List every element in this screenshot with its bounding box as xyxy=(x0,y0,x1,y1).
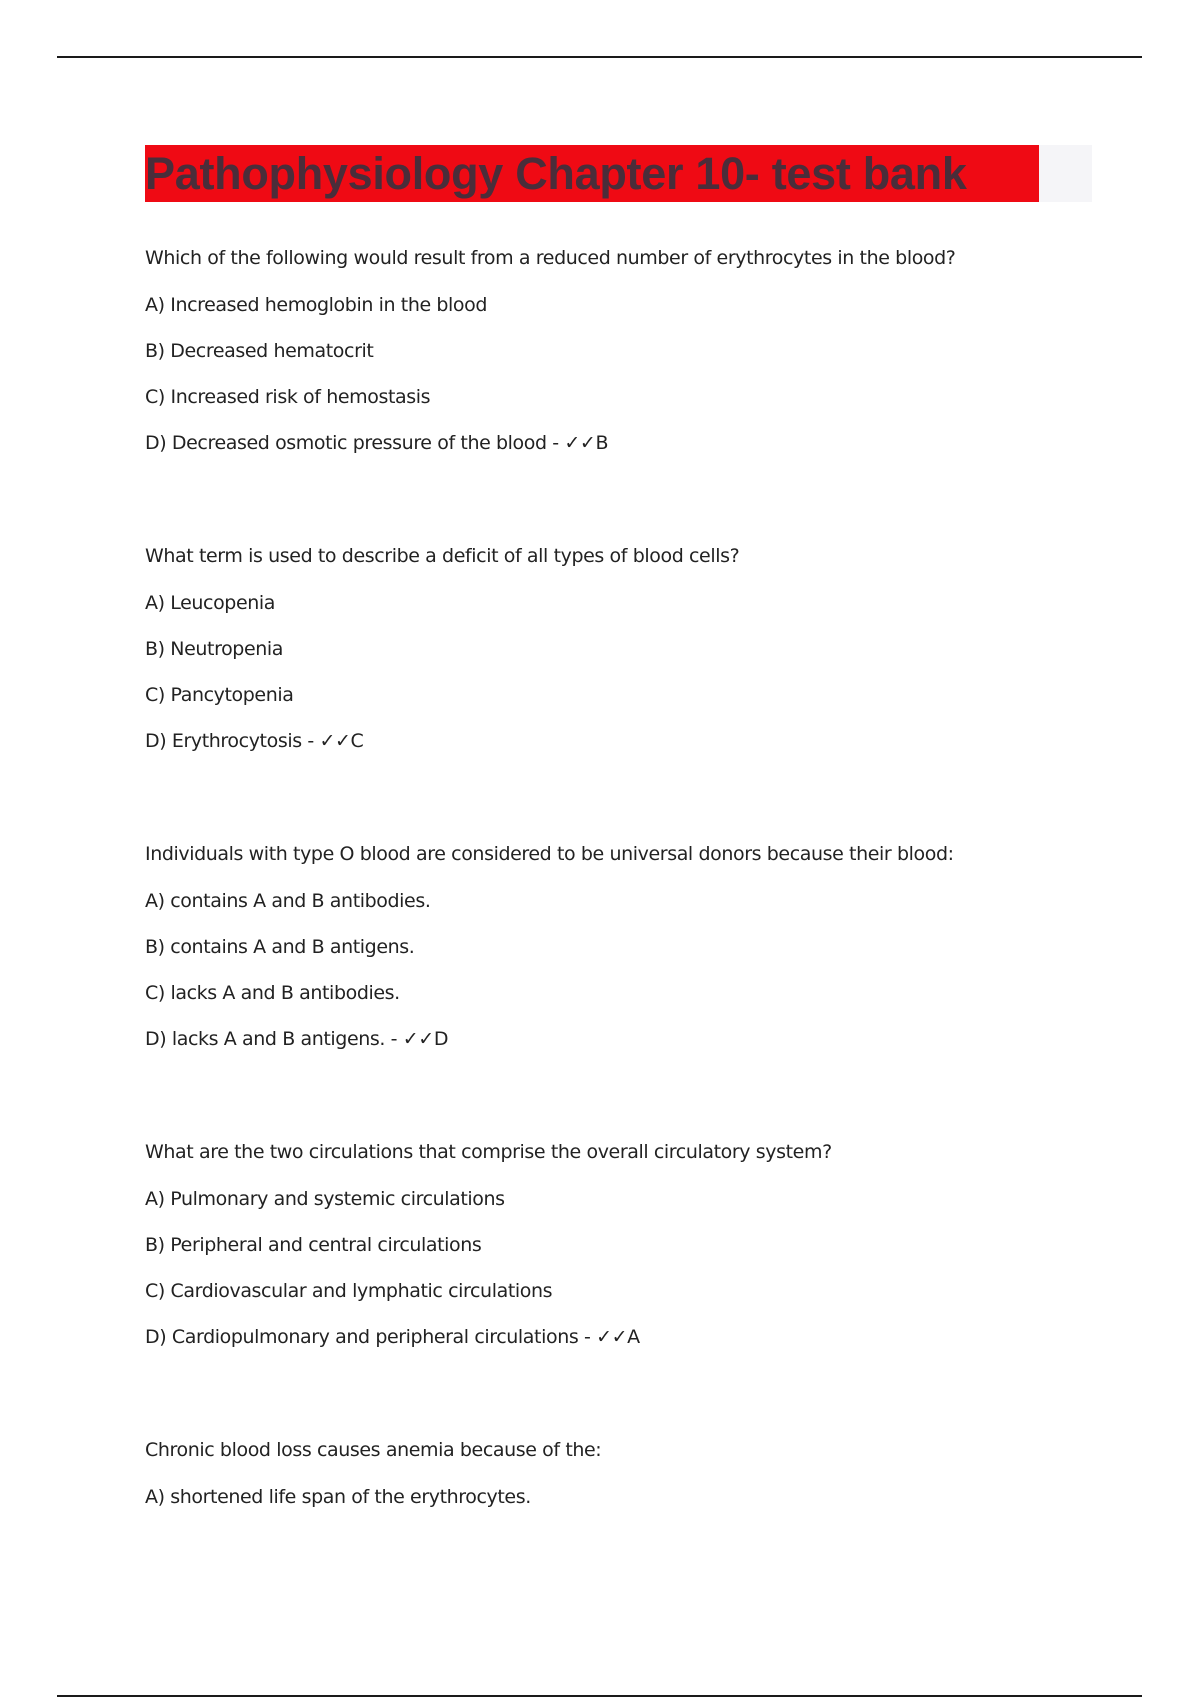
answer-option: A) Increased hemoglobin in the blood xyxy=(145,294,488,316)
question-block xyxy=(145,1439,1105,1508)
answer-option: C) Cardiovascular and lymphatic circulations xyxy=(145,1280,553,1302)
answer-option-with-key xyxy=(145,730,1105,752)
question-text: Individuals with type O blood are considered to be universal donors because their blood: xyxy=(145,843,954,865)
question-list xyxy=(145,247,1105,1599)
checkmark-icon: ✓✓ xyxy=(319,730,351,752)
checkmark-icon: ✓✓ xyxy=(596,1326,628,1348)
question-text: What are the two circulations that comprise the overall circulatory system? xyxy=(145,1141,832,1163)
answer-option: D) Decreased osmotic pressure of the blood - xyxy=(145,432,565,454)
answer-key: D xyxy=(433,1028,449,1050)
question-block xyxy=(145,843,1105,1050)
answer-option-with-key xyxy=(145,432,1105,454)
title-banner xyxy=(145,145,1092,202)
answer-option: B) Peripheral and central circulations xyxy=(145,1234,482,1256)
bottom-divider xyxy=(57,1695,1142,1697)
top-divider xyxy=(57,56,1142,58)
answer-option: B) contains A and B antigens. xyxy=(145,936,415,958)
question-text: Chronic blood loss causes anemia because of the: xyxy=(145,1439,602,1461)
question-text: Which of the following would result from a reduced number of erythrocytes in the blood? xyxy=(145,247,956,269)
answer-key: B xyxy=(595,432,609,454)
answer-option: D) lacks A and B antigens. - xyxy=(145,1028,403,1050)
answer-option: D) Cardiopulmonary and peripheral circulations - xyxy=(145,1326,597,1348)
answer-key: C xyxy=(350,730,364,752)
question-block xyxy=(145,247,1105,454)
answer-option: A) contains A and B antibodies. xyxy=(145,890,431,912)
question-text: What term is used to describe a deficit of all types of blood cells? xyxy=(145,545,740,567)
answer-option: A) Leucopenia xyxy=(145,592,276,614)
answer-option-with-key xyxy=(145,1028,1105,1050)
answer-option: C) Increased risk of hemostasis xyxy=(145,386,431,408)
question-block xyxy=(145,545,1105,752)
checkmark-icon: ✓✓ xyxy=(564,432,596,454)
answer-option: D) Erythrocytosis - xyxy=(145,730,320,752)
answer-option: B) Decreased hematocrit xyxy=(145,340,374,362)
answer-option: A) Pulmonary and systemic circulations xyxy=(145,1188,505,1210)
answer-option-with-key xyxy=(145,1326,1105,1348)
question-block xyxy=(145,1141,1105,1348)
answer-option: B) Neutropenia xyxy=(145,638,284,660)
answer-option: C) lacks A and B antibodies. xyxy=(145,982,400,1004)
answer-key: A xyxy=(627,1326,640,1348)
checkmark-icon: ✓✓ xyxy=(402,1028,434,1050)
answer-option: A) shortened life span of the erythrocytes. xyxy=(145,1486,531,1508)
document-title: Pathophysiology Chapter 10- test bank xyxy=(145,145,1039,202)
answer-option: C) Pancytopenia xyxy=(145,684,294,706)
